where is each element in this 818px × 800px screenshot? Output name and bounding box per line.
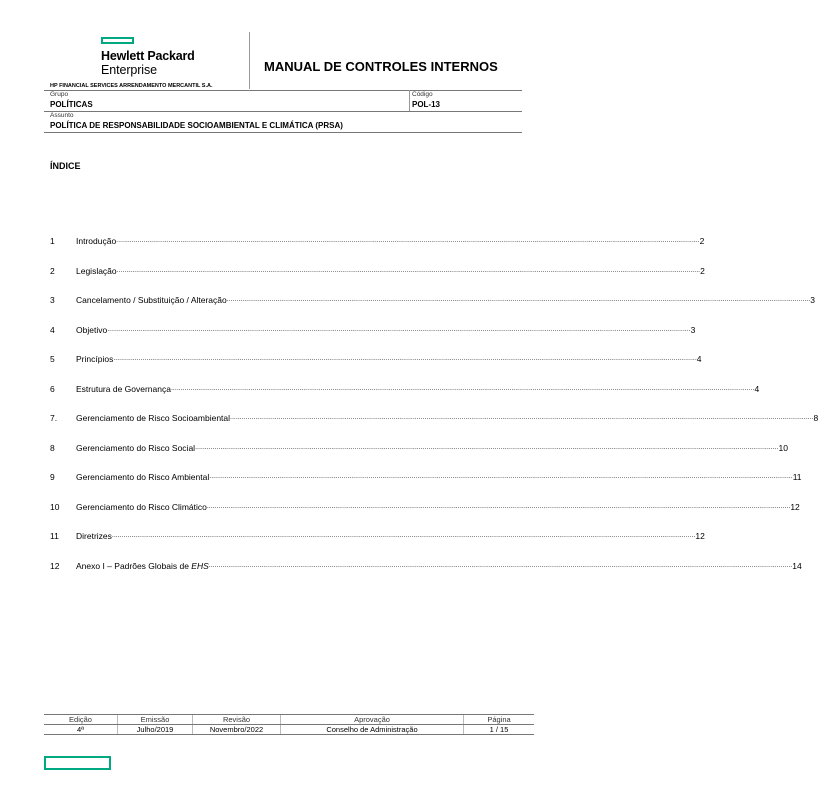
footer-edicao-value: 4ª bbox=[44, 725, 118, 735]
toc-item[interactable] bbox=[50, 354, 702, 366]
toc-item-number: 10 bbox=[50, 501, 60, 512]
toc-item-number: 11 bbox=[50, 531, 59, 541]
index-title: ÍNDICE bbox=[50, 161, 81, 171]
toc-dot-leader: ............................................................................................................................................................................................................................................................................................................ bbox=[206, 502, 791, 510]
footer-header-pagina: Página bbox=[464, 715, 535, 725]
toc-item-label: Gerenciamento do Risco Ambiental bbox=[76, 472, 210, 482]
toc-item-page: 4 bbox=[754, 383, 760, 394]
toc-item-label: Objetivo bbox=[76, 324, 108, 335]
toc-item-page: 2 bbox=[699, 236, 705, 246]
header-rule-middle bbox=[44, 111, 522, 112]
toc-dot-leader: ............................................................................................................................................................................................................................................................................................................ bbox=[107, 325, 691, 333]
hpe-logo-mark bbox=[101, 37, 134, 44]
toc-item-label: Anexo I – Padrões Globais de EHS bbox=[76, 560, 209, 571]
toc-item[interactable] bbox=[50, 413, 818, 425]
toc-item-page: 12 bbox=[790, 501, 800, 512]
toc-item-label: Estrutura de Governança bbox=[76, 383, 171, 394]
company-name: HP FINANCIAL SERVICES ARRENDAMENTO MERCANTIL S.A. bbox=[50, 83, 213, 89]
header-rule-top bbox=[44, 90, 522, 91]
toc-dot-leader: ............................................................................................................................................................................................................................................................................................................ bbox=[226, 296, 811, 303]
toc-item-number: 9 bbox=[50, 472, 55, 482]
toc-item[interactable] bbox=[50, 560, 802, 573]
hpe-footer-logo-mark bbox=[44, 756, 111, 770]
grupo-value: POLÍTICAS bbox=[50, 100, 93, 109]
toc-item-number: 4 bbox=[50, 324, 55, 335]
footer-header-aprovacao: Aprovação bbox=[281, 715, 464, 725]
toc-item-page: 11 bbox=[792, 472, 802, 482]
toc-item-page: 3 bbox=[690, 324, 696, 335]
footer-header-edicao: Edição bbox=[44, 715, 118, 725]
toc-item[interactable] bbox=[50, 501, 800, 514]
toc-item-page: 14 bbox=[792, 560, 802, 571]
toc-item-label: Diretrizes bbox=[76, 531, 112, 541]
toc-item-number: 8 bbox=[50, 442, 55, 453]
toc-dot-leader: ............................................................................................................................................................................................................................................................................................................ bbox=[111, 532, 696, 539]
toc-item[interactable] bbox=[50, 531, 705, 543]
footer-pagina-value: 1 / 15 bbox=[464, 725, 535, 735]
toc-item[interactable] bbox=[50, 472, 802, 484]
assunto-value: POLÍTICA DE RESPONSABILIDADE SOCIOAMBIENTAL E CLIMÁTICA (PRSA) bbox=[50, 121, 343, 130]
toc-item[interactable] bbox=[50, 442, 788, 455]
toc-dot-leader: ............................................................................................................................................................................................................................................................................................................ bbox=[195, 443, 779, 451]
toc-dot-leader: ............................................................................................................................................................................................................................................................................................................ bbox=[170, 384, 755, 392]
toc-item-number: 3 bbox=[50, 295, 55, 305]
manual-title: MANUAL DE CONTROLES INTERNOS bbox=[264, 59, 498, 74]
toc-item-label: Cancelamento / Substituição / Alteração bbox=[76, 295, 227, 305]
toc-dot-leader: ............................................................................................................................................................................................................................................................................................................ bbox=[113, 355, 697, 362]
toc-item-number: 12 bbox=[50, 560, 60, 571]
toc-item[interactable] bbox=[50, 324, 696, 337]
footer-aprovacao-value: Conselho de Administração bbox=[281, 725, 464, 735]
toc-item-number: 2 bbox=[50, 265, 55, 276]
footer-emissao-value: Julho/2019 bbox=[118, 725, 193, 735]
toc-item-page: 8 bbox=[813, 413, 818, 423]
toc-dot-leader: ............................................................................................................................................................................................................................................................................................................ bbox=[116, 237, 700, 244]
document-footer-table bbox=[44, 714, 534, 735]
toc-item-number: 7. bbox=[50, 413, 58, 423]
toc-item[interactable] bbox=[50, 383, 760, 396]
toc-item-page: 10 bbox=[778, 442, 788, 453]
toc-item-label: Legislação bbox=[76, 265, 117, 276]
footer-value-row bbox=[44, 725, 534, 735]
header-rule-bottom bbox=[44, 132, 522, 133]
toc-item-number: 1 bbox=[50, 236, 55, 246]
grupo-label: Grupo bbox=[50, 91, 69, 98]
toc-item-label: Gerenciamento de Risco Socioambiental bbox=[76, 413, 231, 423]
codigo-label: Código bbox=[412, 91, 433, 98]
toc-item[interactable] bbox=[50, 295, 815, 307]
toc-item-page: 4 bbox=[696, 354, 702, 364]
toc-dot-leader: ............................................................................................................................................................................................................................................................................................................ bbox=[209, 473, 793, 480]
toc-item-page: 3 bbox=[810, 295, 815, 305]
toc-item-page: 12 bbox=[695, 531, 705, 541]
toc-dot-leader: ............................................................................................................................................................................................................................................................................................................ bbox=[208, 561, 793, 569]
toc-item-page: 2 bbox=[700, 265, 705, 276]
toc-item[interactable] bbox=[50, 236, 705, 248]
codigo-value: POL-13 bbox=[412, 100, 441, 109]
logo-text-line1: Hewlett Packard bbox=[101, 49, 195, 63]
footer-revisao-value: Novembro/2022 bbox=[193, 725, 281, 735]
toc-item-label: Gerenciamento do Risco Social bbox=[76, 442, 196, 453]
toc-item-label: Gerenciamento do Risco Climático bbox=[76, 501, 207, 512]
toc-item[interactable] bbox=[50, 265, 705, 278]
toc-item-label: Introdução bbox=[76, 236, 117, 246]
toc-dot-leader: ............................................................................................................................................................................................................................................................................................................ bbox=[116, 266, 701, 274]
assunto-label: Assunto bbox=[50, 112, 74, 119]
toc-item-label: Princípios bbox=[76, 354, 114, 364]
logo-text-line2: Enterprise bbox=[101, 63, 157, 77]
toc-item-number: 6 bbox=[50, 383, 55, 394]
toc-item-number: 5 bbox=[50, 354, 55, 364]
footer-header-revisao: Revisão bbox=[193, 715, 281, 725]
header-divider bbox=[249, 32, 250, 89]
toc-dot-leader: ............................................................................................................................................................................................................................................................................................................ bbox=[230, 414, 814, 421]
codigo-divider bbox=[409, 90, 410, 111]
footer-header-emissao: Emissão bbox=[118, 715, 193, 725]
footer-header-row bbox=[44, 715, 534, 725]
